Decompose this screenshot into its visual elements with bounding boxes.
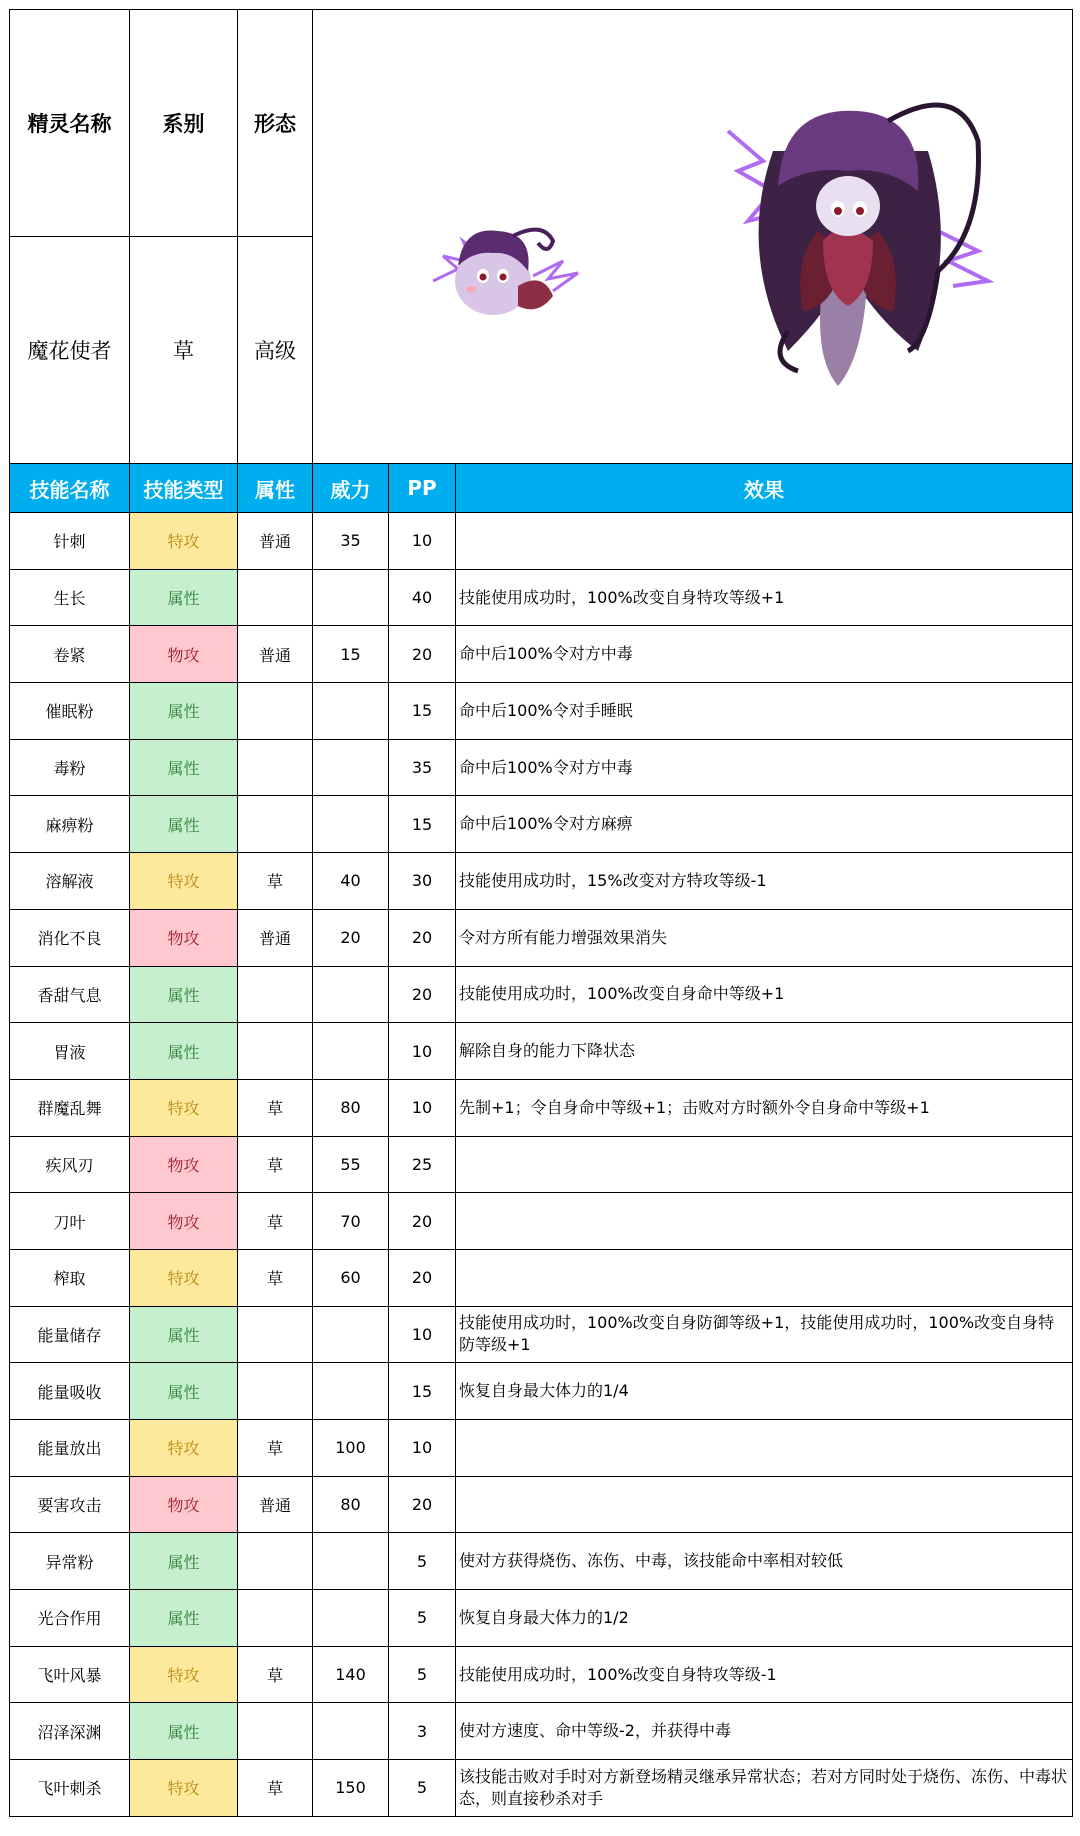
table-row [10,909,1073,966]
table-row [10,1703,1073,1760]
skill-name: 要害攻击 [10,1476,130,1533]
label-form: 形态 [238,10,313,237]
skill-power [313,1363,389,1420]
skill-effect: 使对方获得烧伤、冻伤、中毒，该技能命中率相对较低 [456,1533,1073,1590]
skill-power [313,1533,389,1590]
skill-pp: 20 [389,1476,456,1533]
skill-power [313,1590,389,1647]
table-row [10,1646,1073,1703]
skill-name: 沼泽深渊 [10,1703,130,1760]
header-label-row [10,10,1073,237]
skill-type: 特攻 [130,853,238,910]
skill-pp: 20 [389,626,456,683]
skill-name: 毒粉 [10,739,130,796]
skill-effect [456,513,1073,570]
table-row [10,966,1073,1023]
skill-name: 香甜气息 [10,966,130,1023]
skill-pp: 35 [389,739,456,796]
col-effect: 效果 [456,464,1073,513]
skill-name: 榨取 [10,1249,130,1306]
skill-name: 飞叶风暴 [10,1646,130,1703]
skill-pp: 5 [389,1590,456,1647]
pet-name: 魔花使者 [10,237,130,464]
skill-name: 卷紧 [10,626,130,683]
skill-attribute: 普通 [238,909,313,966]
skill-power: 15 [313,626,389,683]
table-row [10,1136,1073,1193]
skill-name: 生长 [10,569,130,626]
skill-effect: 技能使用成功时，15%改变对方特攻等级-1 [456,853,1073,910]
skill-name: 异常粉 [10,1533,130,1590]
skill-effect: 命中后100%令对方中毒 [456,626,1073,683]
skill-pp: 30 [389,853,456,910]
skill-pp: 5 [389,1760,456,1817]
skill-attribute [238,1363,313,1420]
col-pp: PP [389,464,456,513]
skill-name: 群魔乱舞 [10,1079,130,1136]
skill-pp: 10 [389,1079,456,1136]
table-row [10,739,1073,796]
skill-effect [456,1249,1073,1306]
skill-type: 特攻 [130,1079,238,1136]
skill-name: 飞叶刺杀 [10,1760,130,1817]
skill-type: 属性 [130,1703,238,1760]
skill-pp: 20 [389,1249,456,1306]
skill-pp: 5 [389,1533,456,1590]
pet-table [9,9,1073,1817]
skill-name: 消化不良 [10,909,130,966]
skill-type: 属性 [130,1306,238,1363]
skill-type: 特攻 [130,1646,238,1703]
skill-power [313,739,389,796]
skill-type: 属性 [130,1023,238,1080]
skill-attribute: 草 [238,1193,313,1250]
skill-pp: 3 [389,1703,456,1760]
skill-power [313,683,389,740]
table-row [10,683,1073,740]
skill-pp: 25 [389,1136,456,1193]
table-row [10,1420,1073,1477]
skill-attribute: 草 [238,1079,313,1136]
skill-name: 能量放出 [10,1420,130,1477]
col-power: 威力 [313,464,389,513]
label-element: 系别 [130,10,238,237]
skill-type: 特攻 [130,1760,238,1817]
skill-name: 光合作用 [10,1590,130,1647]
skill-type: 物攻 [130,1476,238,1533]
pet-form: 高级 [238,237,313,464]
skill-pp: 15 [389,796,456,853]
table-row [10,1533,1073,1590]
skill-name: 催眠粉 [10,683,130,740]
table-row [10,513,1073,570]
skill-effect: 命中后100%令对手睡眠 [456,683,1073,740]
table-row [10,569,1073,626]
table-row [10,1760,1073,1817]
skill-attribute: 普通 [238,626,313,683]
skill-effect: 命中后100%令对方麻痹 [456,796,1073,853]
table-row [10,1023,1073,1080]
skill-effect [456,1476,1073,1533]
skill-name: 针刺 [10,513,130,570]
skill-pp: 20 [389,966,456,1023]
skill-effect: 技能使用成功时，100%改变自身防御等级+1，技能使用成功时，100%改变自身特防等级+1 [456,1306,1073,1363]
pet-illustration-cell [313,10,1073,464]
table-row [10,796,1073,853]
skill-power [313,1703,389,1760]
skill-power [313,796,389,853]
skill-power: 100 [313,1420,389,1477]
skill-type: 属性 [130,1363,238,1420]
pet-large-form-icon [728,105,988,386]
skill-name: 胃液 [10,1023,130,1080]
skill-effect: 解除自身的能力下降状态 [456,1023,1073,1080]
skill-pp: 10 [389,1420,456,1477]
skill-effect: 恢复自身最大体力的1/4 [456,1363,1073,1420]
label-pet-name: 精灵名称 [10,10,130,237]
skill-attribute: 普通 [238,513,313,570]
skill-power: 40 [313,853,389,910]
skill-effect: 恢复自身最大体力的1/2 [456,1590,1073,1647]
skill-type: 特攻 [130,513,238,570]
skill-effect: 令对方所有能力增强效果消失 [456,909,1073,966]
skill-power: 140 [313,1646,389,1703]
skill-attribute: 草 [238,1760,313,1817]
table-row [10,1363,1073,1420]
table-row [10,626,1073,683]
skill-attribute [238,739,313,796]
skill-power: 60 [313,1249,389,1306]
skill-attribute: 草 [238,1249,313,1306]
skill-power [313,569,389,626]
skill-power: 150 [313,1760,389,1817]
skill-pp: 10 [389,1306,456,1363]
skill-power: 35 [313,513,389,570]
skill-type: 属性 [130,739,238,796]
skill-type: 特攻 [130,1420,238,1477]
skill-power: 80 [313,1079,389,1136]
col-attribute: 属性 [238,464,313,513]
skill-type: 物攻 [130,1136,238,1193]
table-row [10,1079,1073,1136]
skill-attribute [238,1590,313,1647]
skill-effect: 技能使用成功时，100%改变自身特攻等级+1 [456,569,1073,626]
skill-attribute: 草 [238,1646,313,1703]
pet-illustration [313,11,1069,463]
skill-attribute: 草 [238,853,313,910]
skill-effect: 该技能击败对手时对方新登场精灵继承异常状态；若对方同时处于烧伤、冻伤、中毒状态，则直接秒杀对手 [456,1760,1073,1817]
pet-element: 草 [130,237,238,464]
skill-power [313,1306,389,1363]
table-row [10,1193,1073,1250]
skill-type: 属性 [130,683,238,740]
skill-effect [456,1420,1073,1477]
skill-effect: 先制+1；令自身命中等级+1；击败对方时额外令自身命中等级+1 [456,1079,1073,1136]
skill-attribute [238,1306,313,1363]
skill-name: 溶解液 [10,853,130,910]
skill-attribute [238,1703,313,1760]
skill-type: 属性 [130,1533,238,1590]
table-row [10,1476,1073,1533]
skill-power [313,966,389,1023]
skill-attribute [238,1023,313,1080]
skill-pp: 20 [389,1193,456,1250]
skill-effect [456,1136,1073,1193]
skill-attribute: 草 [238,1420,313,1477]
skill-effect: 技能使用成功时，100%改变自身命中等级+1 [456,966,1073,1023]
skill-name: 疾风刃 [10,1136,130,1193]
skill-type: 物攻 [130,626,238,683]
skill-pp: 15 [389,1363,456,1420]
skill-name: 刀叶 [10,1193,130,1250]
skill-attribute [238,569,313,626]
pet-small-form-icon [433,229,578,314]
skill-type: 物攻 [130,1193,238,1250]
skill-type: 属性 [130,796,238,853]
skill-power: 70 [313,1193,389,1250]
skill-type: 物攻 [130,909,238,966]
skill-type: 属性 [130,569,238,626]
table-row [10,1249,1073,1306]
skill-name: 麻痹粉 [10,796,130,853]
col-skill-type: 技能类型 [130,464,238,513]
skill-pp: 10 [389,513,456,570]
skill-effect [456,1193,1073,1250]
table-row [10,1306,1073,1363]
skill-name: 能量储存 [10,1306,130,1363]
skill-power: 80 [313,1476,389,1533]
skill-attribute [238,966,313,1023]
table-row [10,853,1073,910]
skill-attribute [238,683,313,740]
skill-attribute: 草 [238,1136,313,1193]
col-skill-name: 技能名称 [10,464,130,513]
skill-power: 20 [313,909,389,966]
skill-pp: 15 [389,683,456,740]
skill-attribute [238,796,313,853]
skill-type: 属性 [130,1590,238,1647]
skill-table-header [10,464,1073,513]
skill-pp: 40 [389,569,456,626]
skill-pp: 20 [389,909,456,966]
skill-effect: 命中后100%令对方中毒 [456,739,1073,796]
skill-name: 能量吸收 [10,1363,130,1420]
skill-type: 特攻 [130,1249,238,1306]
skill-effect: 技能使用成功时，100%改变自身特攻等级-1 [456,1646,1073,1703]
skill-pp: 5 [389,1646,456,1703]
skill-power [313,1023,389,1080]
skill-effect: 使对方速度、命中等级-2，并获得中毒 [456,1703,1073,1760]
skill-pp: 10 [389,1023,456,1080]
skill-power: 55 [313,1136,389,1193]
skill-attribute: 普通 [238,1476,313,1533]
table-row [10,1590,1073,1647]
pet-info-sheet [9,9,1072,1817]
skill-attribute [238,1533,313,1590]
skill-type: 属性 [130,966,238,1023]
